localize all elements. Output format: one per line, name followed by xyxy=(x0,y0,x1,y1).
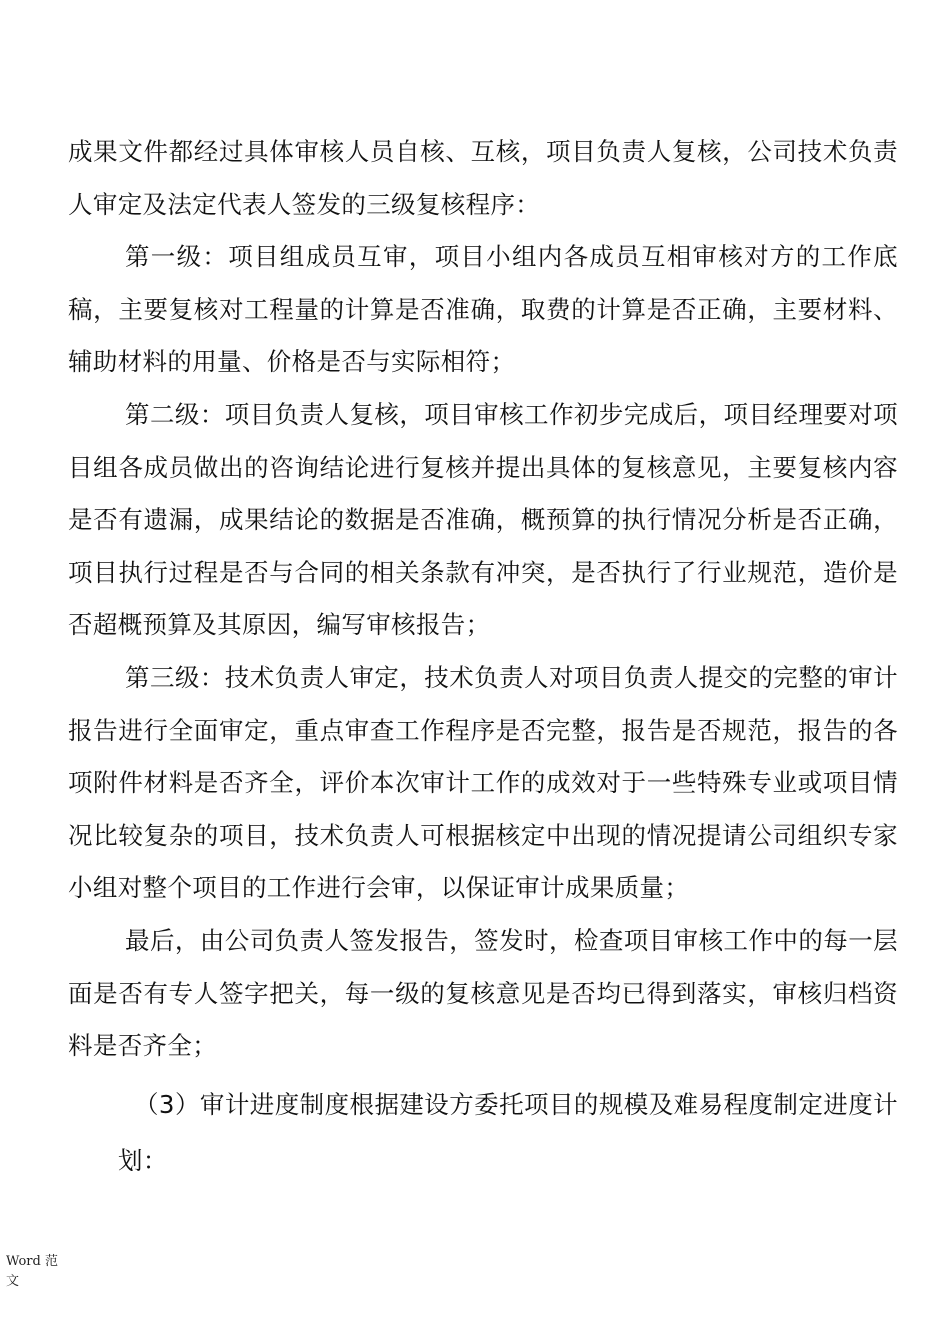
page-footer: Word 范文 xyxy=(6,1254,58,1289)
paragraph-audit-schedule: （3）审计进度制度根据建设方委托项目的规模及难易程度制定进度计划： xyxy=(118,1089,898,1175)
paragraph-review-procedure: 成果文件都经过具体审核人员自核、互核，项目负责人复核，公司技术负责人审定及法定代表人签发的三级复核程序： xyxy=(68,137,898,219)
document-body xyxy=(68,126,898,1189)
paragraph-final-signoff: 最后，由公司负责人签发报告，签发时，检查项目审核工作中的每一层面是否有专人签字把关，每一级的复核意见是否均已得到落实，审核归档资料是否齐全； xyxy=(68,925,898,1061)
paragraph-level-two: 第二级：项目负责人复核，项目审核工作初步完成后，项目经理要对项目组各成员做出的咨询结论进行复核并提出具体的复核意见，主要复核内容是否有遗漏，成果结论的数据是否准确，概预算的执行情况分析是否正确，项目执行过程是否与合同的相关条款有冲突，是否执行了行业规范，造价是否超概预算及其原因，编写审核报告； xyxy=(68,399,898,640)
paragraph-level-one: 第一级：项目组成员互审，项目小组内各成员互相审核对方的工作底稿，主要复核对工程量的计算是否准确，取费的计算是否正确，主要材料、辅助材料的用量、价格是否与实际相符； xyxy=(68,242,898,377)
paragraph-level-three: 第三级：技术负责人审定，技术负责人对项目负责人提交的完整的审计报告进行全面审定，重点审查工作程序是否完整，报告是否规范，报告的各项附件材料是否齐全，评价本次审计工作的成效对于一些特殊专业或项目情况比较复杂的项目，技术负责人可根据核定中出现的情况提请公司组织专家小组对整个项目的工作进行会审，以保证审计成果质量； xyxy=(68,662,898,903)
